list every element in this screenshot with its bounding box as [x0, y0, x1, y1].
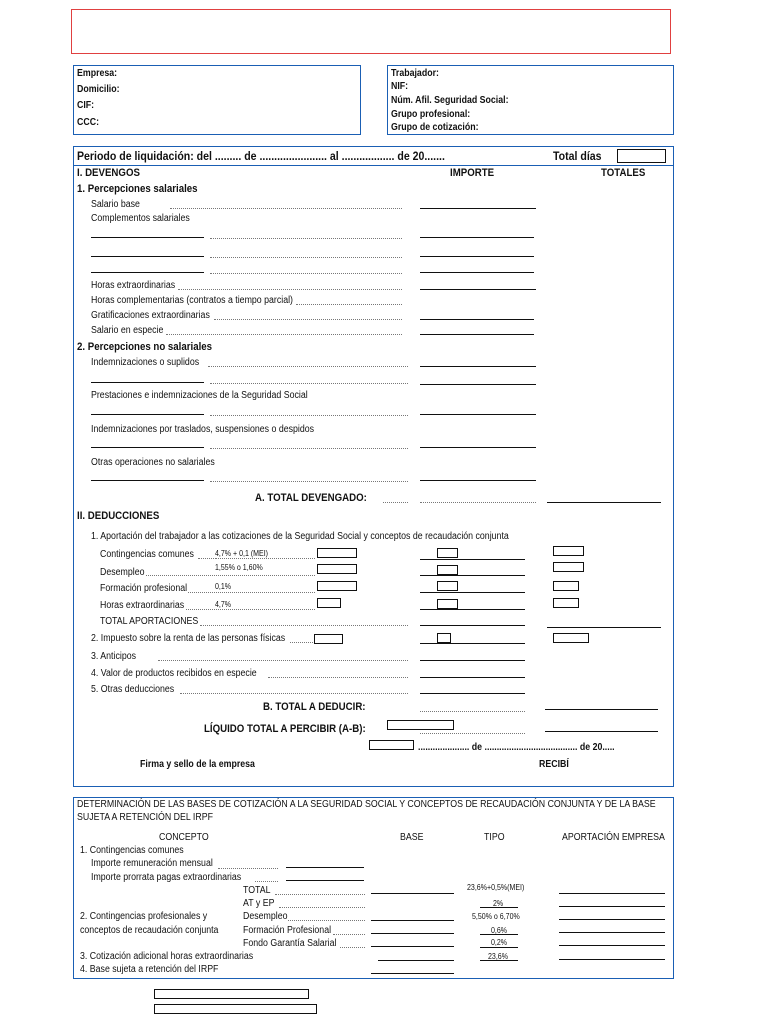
bases-total-aportacion[interactable] — [559, 893, 665, 894]
contingencias-comunes-importe-box[interactable] — [437, 548, 458, 558]
total-aportaciones-label: TOTAL APORTACIONES — [100, 616, 199, 627]
leader-dots — [279, 907, 365, 908]
remuneracion-mensual-label: Importe remuneración mensual — [91, 858, 213, 869]
leader-dots — [186, 609, 315, 610]
desempleo-importe[interactable] — [420, 575, 525, 576]
base-irpf-label: 4. Base sujeta a retención del IRPF — [80, 964, 219, 975]
leader-dots — [218, 868, 278, 869]
leader-dots — [255, 881, 278, 882]
total-deducir-field[interactable] — [545, 709, 658, 710]
leader-dots — [210, 238, 402, 239]
bases-desempleo-aportacion[interactable] — [559, 919, 665, 920]
bases-desempleo-rate: 5,50% o 6,70% — [472, 912, 520, 921]
complemento-importe[interactable] — [420, 256, 534, 257]
contingencias-comunes-total-box[interactable] — [553, 546, 584, 556]
bases-contingencias-comunes: 1. Contingencias comunes — [80, 845, 184, 856]
leader-dots — [200, 625, 408, 626]
complemento-name-field[interactable] — [91, 237, 204, 238]
worker-info-box — [387, 65, 674, 135]
cif-label: CIF: — [77, 100, 95, 111]
bases-desempleo-label: Desempleo — [243, 911, 288, 922]
desempleo-total-box[interactable] — [553, 562, 584, 572]
leader-dots — [214, 319, 402, 320]
bases-title-line1: DETERMINACIÓN DE LAS BASES DE COTIZACIÓN A LA SEGURIDAD SOCIAL Y CONCEPTOS DE RECAUDACIÓN CONJUNTA Y DE LA BASE — [77, 799, 656, 810]
leader-dots — [340, 947, 365, 948]
at-ep-rate: 2% — [493, 899, 504, 908]
bases-formacion-rate-line — [480, 934, 518, 935]
fogasa-base[interactable] — [371, 946, 454, 947]
leader-dots — [210, 383, 408, 384]
complemento-importe[interactable] — [420, 272, 534, 273]
leader-dots — [178, 289, 402, 290]
horas-extraordinarias-importe[interactable] — [420, 609, 525, 610]
trabajador-label: Trabajador: — [391, 68, 439, 79]
leader-dots — [288, 920, 365, 921]
leader-dots — [215, 558, 315, 559]
leader-dots — [210, 273, 402, 274]
company-info-box — [73, 65, 361, 135]
afiliacion-label: Núm. Afil. Seguridad Social: — [391, 95, 509, 106]
percepciones-no-salariales-heading: 2. Percepciones no salariales — [77, 341, 213, 353]
leader-dots — [170, 208, 402, 209]
leader-dots — [268, 677, 408, 678]
cotizacion-horas-extra-base[interactable] — [378, 960, 454, 961]
otras-operaciones-label: Otras operaciones no salariales — [91, 457, 215, 468]
anticipos-label: 3. Anticipos — [91, 651, 137, 662]
prestaciones-label: Prestaciones e indemnizaciones de la Seguridad Social — [91, 390, 308, 401]
desempleo-importe-box[interactable] — [437, 565, 458, 575]
leader-dots — [290, 642, 315, 643]
horas-extra-importe[interactable] — [420, 289, 536, 290]
cotizacion-horas-extra-rate-line — [480, 960, 518, 961]
leader-dots — [208, 366, 408, 367]
indemnizaciones-importe[interactable] — [420, 366, 536, 367]
bottom-field-box[interactable] — [154, 989, 309, 999]
indemnizaciones-label: Indemnizaciones o suplidos — [91, 357, 200, 368]
gratificaciones-importe[interactable] — [420, 319, 534, 320]
percepciones-salariales-heading: 1. Percepciones salariales — [77, 183, 198, 195]
cotizacion-horas-extra-label: 3. Cotización adicional horas extraordinarias — [80, 951, 254, 962]
total-aportaciones-importe[interactable] — [420, 625, 525, 626]
contingencias-comunes-rate: 4,7% + 0,1 (MEI) — [215, 549, 269, 558]
leader-dots — [210, 481, 408, 482]
irpf-importe-box[interactable] — [437, 633, 451, 643]
salario-base-label: Salario base — [91, 199, 140, 210]
total-deducir-label: B. TOTAL A DEDUCIR: — [263, 701, 366, 713]
tipo-col-header: TIPO — [484, 832, 505, 843]
bases-formacion-label: Formación Profesional — [243, 925, 332, 936]
base-col-header: BASE — [400, 832, 424, 843]
leader-dots — [180, 693, 408, 694]
fogasa-aportacion[interactable] — [559, 945, 665, 946]
otras-deducciones-label: 5. Otras deducciones — [91, 684, 175, 695]
contingencias-comunes-base-box[interactable] — [317, 548, 357, 558]
empresa-label: Empresa: — [77, 68, 118, 79]
liquido-total-label: LÍQUIDO TOTAL A PERCIBIR (A-B): — [204, 723, 366, 735]
remuneracion-mensual-field[interactable] — [286, 867, 364, 868]
cotizacion-horas-extra-aportacion[interactable] — [559, 959, 665, 960]
prestaciones-importe[interactable] — [420, 414, 536, 415]
fogasa-rate: 0,2% — [491, 938, 508, 947]
fogasa-rate-line — [480, 947, 518, 948]
traslados-label: Indemnizaciones por traslados, suspensiones o despidos — [91, 424, 315, 435]
anticipos-importe[interactable] — [420, 660, 525, 661]
at-ep-aportacion[interactable] — [559, 906, 665, 907]
bases-total-base[interactable] — [371, 893, 454, 894]
formacion-profesional-importe-box[interactable] — [437, 581, 458, 591]
valor-especie-label: 4. Valor de productos recibidos en especie — [91, 668, 257, 679]
bases-total-label: TOTAL — [243, 885, 271, 896]
indemnizaciones-name-field[interactable] — [91, 382, 204, 383]
devengos-title: I. DEVENGOS — [77, 167, 140, 179]
prorrata-pagas-field[interactable] — [286, 880, 364, 881]
prorrata-pagas-label: Importe prorrata pagas extraordinarias — [91, 872, 242, 883]
lugar-box[interactable] — [369, 740, 414, 750]
period-divider — [73, 165, 674, 166]
complemento-name-field[interactable] — [91, 272, 204, 273]
leader-dots — [188, 592, 315, 593]
traslados-name-field[interactable] — [91, 447, 204, 448]
complemento-importe[interactable] — [420, 237, 534, 238]
company-logo-box — [71, 9, 671, 54]
leader-dots — [296, 304, 402, 305]
totales-col-header: TOTALES — [601, 167, 646, 179]
at-ep-label: AT y EP — [243, 898, 275, 909]
irpf-total-box[interactable] — [553, 633, 589, 643]
aportacion-trabajador-label: 1. Aportación del trabajador a las cotizaciones de la Seguridad Social y conceptos de recaudación conjunta — [91, 531, 509, 542]
irpf-importe[interactable] — [420, 643, 525, 644]
leader-dots — [198, 558, 216, 559]
bases-formacion-rate: 0,6% — [491, 926, 508, 935]
formacion-profesional-base-box[interactable] — [317, 581, 357, 591]
gratificaciones-label: Gratificaciones extraordinarias — [91, 310, 210, 321]
irpf-label: 2. Impuesto sobre la renta de las personas físicas — [91, 633, 286, 644]
cotizacion-horas-extra-rate: 23,6% — [488, 952, 508, 961]
leader-dots — [210, 415, 408, 416]
salario-base-importe[interactable] — [420, 208, 536, 209]
complementos-label: Complementos salariales — [91, 213, 190, 224]
leader-dots — [333, 934, 365, 935]
importe-col-header: IMPORTE — [450, 167, 495, 179]
horas-extra-label: Horas extraordinarias — [91, 280, 176, 291]
leader-dots — [146, 575, 315, 576]
horas-extraordinarias-importe-box[interactable] — [437, 599, 458, 609]
fecha-line: ..................... de ...................................... de 20..... — [418, 742, 615, 753]
formacion-profesional-rate: 0,1% — [215, 582, 232, 591]
otras-operaciones-importe[interactable] — [420, 480, 536, 481]
horas-extraordinarias-base-box[interactable] — [317, 598, 341, 608]
horas-extraordinarias-total-box[interactable] — [553, 598, 579, 608]
valor-especie-importe[interactable] — [420, 677, 525, 678]
leader-dots — [420, 733, 525, 734]
recibi-label: RECIBÍ — [539, 759, 569, 770]
irpf-rate-box[interactable] — [314, 634, 343, 644]
contingencias-profesionales-label: 2. Contingencias profesionales y — [80, 911, 208, 922]
desempleo-label: Desempleo — [100, 567, 145, 578]
leader-dots — [158, 660, 408, 661]
leader-dots — [275, 894, 365, 895]
nif-label: NIF: — [391, 81, 409, 92]
bottom-field-box[interactable] — [154, 1004, 317, 1014]
bases-title-line2: SUJETA A RETENCIÓN DEL IRPF — [77, 812, 213, 823]
base-irpf-field[interactable] — [371, 973, 454, 974]
contingencias-comunes-label: Contingencias comunes — [100, 549, 194, 560]
total-devengado-field[interactable] — [547, 502, 661, 503]
total-aportaciones-total[interactable] — [547, 627, 661, 628]
liquido-total-field[interactable] — [545, 731, 658, 732]
complemento-name-field[interactable] — [91, 256, 204, 257]
leader-dots — [166, 334, 402, 335]
leader-dots — [420, 711, 525, 712]
aportacion-empresa-col-header: APORTACIÓN EMPRESA — [562, 832, 665, 843]
leader-dots — [210, 448, 408, 449]
horas-extraordinarias-label: Horas extraordinarias — [100, 600, 185, 611]
firma-empresa-label: Firma y sello de la empresa — [140, 759, 255, 770]
horas-complementarias-label: Horas complementarias (contratos a tiempo parcial) — [91, 295, 294, 306]
leader-dots — [420, 502, 536, 503]
liquido-total-box[interactable] — [387, 720, 454, 730]
formacion-profesional-total-box[interactable] — [553, 581, 579, 591]
desempleo-rate: 1,55% o 1,60% — [215, 563, 263, 572]
otras-deducciones-importe[interactable] — [420, 693, 525, 694]
leader-dots — [383, 502, 408, 503]
horas-extraordinarias-rate: 4,7% — [215, 600, 232, 609]
bases-total-rate: 23,6%+0,5%(MEI) — [467, 883, 525, 892]
prestaciones-name-field[interactable] — [91, 414, 204, 415]
bases-formacion-base[interactable] — [371, 933, 454, 934]
contingencias-comunes-importe[interactable] — [420, 559, 525, 560]
deducciones-title: II. DEDUCCIONES — [77, 510, 160, 522]
ccc-label: CCC: — [77, 117, 99, 128]
formacion-profesional-label: Formación profesional — [100, 583, 188, 594]
at-ep-rate-line — [480, 907, 518, 908]
concepto-col-header: CONCEPTO — [159, 832, 209, 843]
formacion-profesional-importe[interactable] — [420, 592, 525, 593]
grupo-profesional-label: Grupo profesional: — [391, 109, 471, 120]
total-dias-label: Total días — [553, 149, 602, 163]
bases-formacion-aportacion[interactable] — [559, 932, 665, 933]
fogasa-label: Fondo Garantía Salarial — [243, 938, 337, 949]
indemnizaciones-importe-2[interactable] — [420, 384, 536, 385]
period-text: Periodo de liquidación: del ......... de ....................... al .................. de 20....... — [77, 149, 445, 163]
salario-especie-importe[interactable] — [420, 334, 534, 335]
otras-operaciones-name-field[interactable] — [91, 480, 204, 481]
bases-desempleo-base[interactable] — [371, 920, 454, 921]
desempleo-base-box[interactable] — [317, 564, 357, 574]
total-devengado-label: A. TOTAL DEVENGADO: — [255, 492, 367, 504]
salario-especie-label: Salario en especie — [91, 325, 164, 336]
grupo-cotizacion-label: Grupo de cotización: — [391, 122, 479, 133]
traslados-importe[interactable] — [420, 447, 536, 448]
domicilio-label: Domicilio: — [77, 84, 120, 95]
leader-dots — [210, 257, 402, 258]
conceptos-recaudacion-label: conceptos de recaudación conjunta — [80, 925, 219, 936]
total-dias-field[interactable] — [617, 149, 666, 163]
